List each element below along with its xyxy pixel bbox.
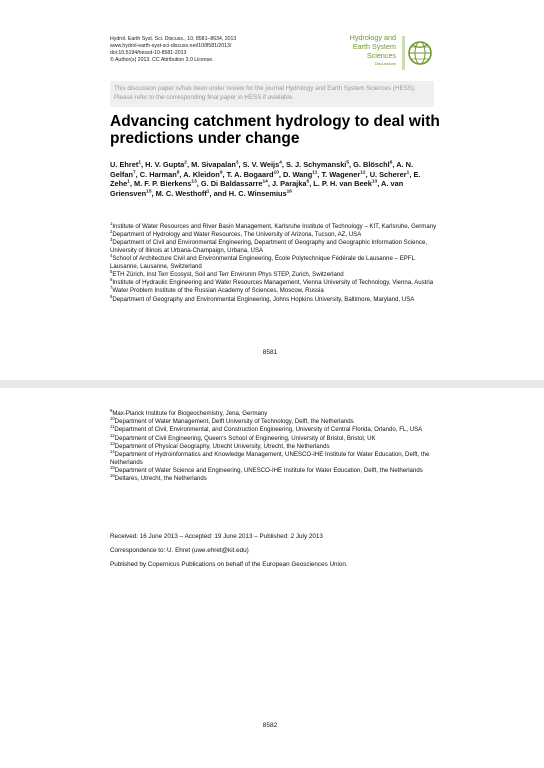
author-name (313, 179, 377, 188)
author-name-text: A. Kleidon (183, 169, 220, 179)
author-affiliation-number: 1 (138, 160, 142, 166)
affiliation-text: Max-Planck Institute for Biogeochemistry, Jena, Germany (112, 410, 268, 417)
author-affiliation-number: 6 (306, 179, 310, 185)
affiliation-number: 13 (110, 440, 115, 446)
affiliation-text: School of Architecture Civil and Environmental Engineering, École Polytechnique Fédérale de Lausanne – EPFL Lausanne, Lausanne, Switzerland (110, 255, 415, 270)
author-name-text: D. Wang (283, 169, 313, 179)
affiliation-entry (110, 231, 440, 239)
affiliation-text: Department of Geography and Environmental Engineering, Johns Hopkins University, Baltimore, Maryland, USA (112, 295, 415, 303)
affiliation-text: Department of Civil Engineering, Queen's School of Engineering, University of Bristol, Bristol, UK (114, 434, 376, 442)
affiliation-entry (110, 432, 432, 443)
affiliation-text: Department of Physical Geography, Utrecht University, Utrecht, the Netherlands (114, 442, 330, 450)
author-name (145, 160, 187, 169)
affiliation-entry (110, 464, 432, 475)
affiliation-number: 14 (110, 448, 115, 454)
page-number: 8581 (262, 349, 278, 356)
affiliation-number: 9 (110, 407, 113, 413)
author-name (321, 170, 365, 179)
citation-license: © Author(s) 2013. CC Attribution 3.0 License. (110, 57, 214, 63)
affiliation-entry (110, 426, 432, 434)
publisher-note: Published by Copernicus Publications on behalf of the European Geosciences Union. (110, 561, 348, 568)
affiliation-text: Department of Hydrology and Water Resources, The University of Arizona, Tucson, AZ, USA (112, 231, 362, 239)
author-name-text: A. N. Gelfan (110, 160, 414, 179)
affiliation-number: 7 (110, 285, 113, 291)
affiliation-number: 12 (110, 432, 115, 438)
citation-block (110, 36, 236, 64)
author-name-text: M. Sivapalan (191, 160, 236, 169)
author-name (140, 170, 180, 179)
citation-url[interactable]: www.hydrol-earth-syst-sci-discuss.net/10/8581/2013/ (110, 43, 232, 49)
affiliation-text: Department of Civil, Environmental, and Construction Engineering, University of Central Florida, Orlando, FL, USA (114, 426, 423, 434)
author-name (156, 189, 210, 198)
journal-line: Hydrology and (349, 33, 396, 42)
author-name (283, 170, 317, 179)
author-name-text: T. A. Bogaard (226, 169, 274, 179)
author-name (272, 179, 309, 188)
affiliation-entry (110, 239, 440, 254)
affiliation-entry (110, 268, 440, 279)
affiliation-text: ETH Zürich, Inst Terr Ecosyst, Soil and Terr Environm Phys STEP, Zurich, Switzerland (112, 270, 344, 278)
author-affiliation-number: 14 (262, 179, 268, 185)
author-affiliation-number: 8 (176, 170, 180, 176)
affiliation-entry (110, 293, 440, 304)
affiliation-number: 5 (110, 268, 113, 274)
author-name (286, 160, 349, 169)
author-affiliation-number: 2 (184, 160, 187, 166)
author-affiliation-number: 13 (371, 179, 378, 185)
author-name-text: T. Wagener (321, 169, 361, 179)
author-name-text: H. V. Gupta (145, 160, 185, 169)
affiliation-entry (110, 407, 432, 418)
author-affiliation-number: 4 (279, 160, 282, 166)
author-name (201, 179, 268, 188)
affiliation-number: 1 (110, 220, 113, 226)
affiliation-number: 10 (110, 416, 115, 422)
page-1 (0, 0, 544, 380)
author-name-text: S. J. Schymanski (285, 160, 347, 169)
author-name-text: J. Parajka (271, 179, 307, 189)
author-name (227, 170, 279, 179)
author-affiliation-number: 6 (389, 160, 393, 166)
affiliation-entry (110, 255, 440, 270)
author-name-text: E. Zehe (110, 169, 421, 189)
author-affiliation-number: 12 (360, 170, 366, 176)
author-affiliation-number: 1 (406, 170, 410, 176)
page-number: 8582 (262, 722, 278, 729)
author-affiliation-number: 16 (286, 189, 292, 195)
affiliation-entry (110, 472, 432, 483)
affiliation-text: Department of Civil and Environmental Engineering, Department of Geography and Geographic Information Science, University of Illinois at Urbana-Champaign, Urbana, USA (110, 239, 428, 254)
journal-line: Earth System (352, 42, 396, 51)
citation-line: Hydrol. Earth Syst. Sci. Discuss., 10, 8581–8634, 2013 (110, 36, 237, 42)
affiliation-text: Institute of Hydraulic Engineering and Water Resources Management, Vienna University of Technology, Vienna, Austria (112, 279, 434, 287)
author-name (191, 160, 238, 169)
affiliation-text: Department of Hydroinformatics and Knowledge Management, UNESCO-IHE Institute for Water Education, Delft, the Netherlands (110, 450, 430, 466)
author-name (110, 160, 141, 169)
affiliation-text: Deltares, Utrecht, the Netherlands (114, 474, 207, 482)
author-affiliation-number: 3 (235, 160, 239, 166)
journal-name (330, 33, 396, 66)
author-affiliation-number: 11 (312, 170, 318, 176)
author-name-text: M. F. P. Bierkens (134, 179, 192, 189)
author-name-text: G. Blöschl (353, 160, 390, 169)
author-affiliation-number: 5 (346, 160, 350, 166)
author-name (134, 179, 197, 188)
affiliation-entry (110, 287, 440, 295)
affiliation-entry (110, 440, 432, 451)
correspondence[interactable]: Correspondence to: U. Ehret (uwe.ehret@kit.edu) (110, 547, 249, 554)
author-name-text: H. C. Winsemius (228, 188, 287, 198)
affiliation-number: 15 (110, 464, 115, 470)
author-affiliation-number: 10 (273, 170, 279, 176)
affiliation-entry (110, 279, 440, 287)
affiliation-number: 2 (110, 229, 113, 235)
affiliation-number: 11 (110, 424, 115, 430)
journal-line: Sciences (366, 51, 396, 60)
author-name-text: L. P. H. van Beek (313, 179, 372, 189)
author-affiliation-number: 1 (127, 179, 130, 185)
author-name-text: U. Scherer (369, 169, 407, 179)
author-name (370, 170, 410, 179)
affiliations-page-1 (110, 220, 440, 304)
affiliation-entry (110, 220, 440, 231)
author-name-text: U. Ehret (110, 160, 139, 169)
journal-subtitle: Discussions (374, 61, 396, 66)
affiliation-entry (110, 418, 432, 426)
author-name-text: A. van Griensven (110, 179, 404, 198)
author-affiliation-number: 15 (146, 189, 152, 195)
author-name (243, 160, 282, 169)
affiliation-text: Water Problem Institute of the Russian Academy of Sciences, Moscow, Russia (112, 287, 324, 295)
author-list: U. Ehret$^1$, H. V. Gupta$^2$, M. Sivapalan$^3$, S. V. Weijs$^4$, S. J. Schymanski$^5$, G. Blöschl$^6$, A. N. Gelfan$^7$, C. Harman$^8$, A. Kleidon$^9$, T. A. Bogaard$^{10}$, D. Wang$^{11}$, T. Wagener$^{12}$, U. Scherer$^1$, E. Zehe$^1$, M. F. P. Bierkens$^{13}$, G. Di Baldassarre$^{14}$, J. Parajka$^6$, L. P. H. van Beek$^{13}$, A. van Griensven$^{15}$, M. C. Westhoff$^1$, and H. C. Winsemius$^{16}$ (110, 160, 421, 198)
discussion-notice: This discussion paper is/has been under review for the journal Hydrology and Earth System Sciences (HESS). Please refer to the corresponding final paper in HESS if available. (110, 81, 434, 107)
author-name-text: S. V. Weijs (242, 160, 280, 169)
author-name (183, 170, 222, 179)
paper-title: Advancing catchment hydrology to deal with predictions under change (110, 113, 440, 147)
affiliation-number: 3 (110, 237, 113, 243)
affiliation-text: Department of Water Management, Delft University of Technology, Delft, the Netherlands (114, 418, 354, 426)
affiliation-number: 6 (110, 277, 113, 283)
affiliation-number: 8 (110, 293, 113, 299)
affiliation-entry (110, 448, 432, 466)
author-name (229, 189, 292, 198)
received-dates: Received: 16 June 2013 – Accepted: 19 June 2013 – Published: 2 July 2013 (110, 533, 323, 540)
affiliation-number: 16 (110, 472, 115, 478)
author-name-text: M. C. Westhoff (155, 188, 207, 198)
citation-doi[interactable]: doi:10.5194/hessd-10-8581-2013 (110, 50, 187, 56)
author-affiliation-number: 9 (219, 170, 223, 176)
affiliation-text: Institute of Water Resources and River Basin Management, Karlsruhe Institute of Technology – KIT, Karlsruhe, Germany (112, 223, 437, 230)
author-affiliation-number: 13 (191, 179, 197, 185)
affiliations-page-2 (110, 407, 432, 483)
author-affiliation-number: 1 (206, 189, 210, 195)
egu-globe-logo-icon (398, 33, 438, 73)
affiliation-number: 4 (110, 253, 113, 259)
author-name-text: C. Harman (139, 169, 177, 179)
author-affiliation-number: 7 (133, 170, 136, 176)
author-name-text: G. Di Baldassarre (200, 179, 263, 189)
author-name (353, 160, 392, 169)
affiliation-text: Department of Water Science and Engineering, UNESCO-IHE Institute for Water Education, Delft, the Netherlands (114, 466, 423, 474)
